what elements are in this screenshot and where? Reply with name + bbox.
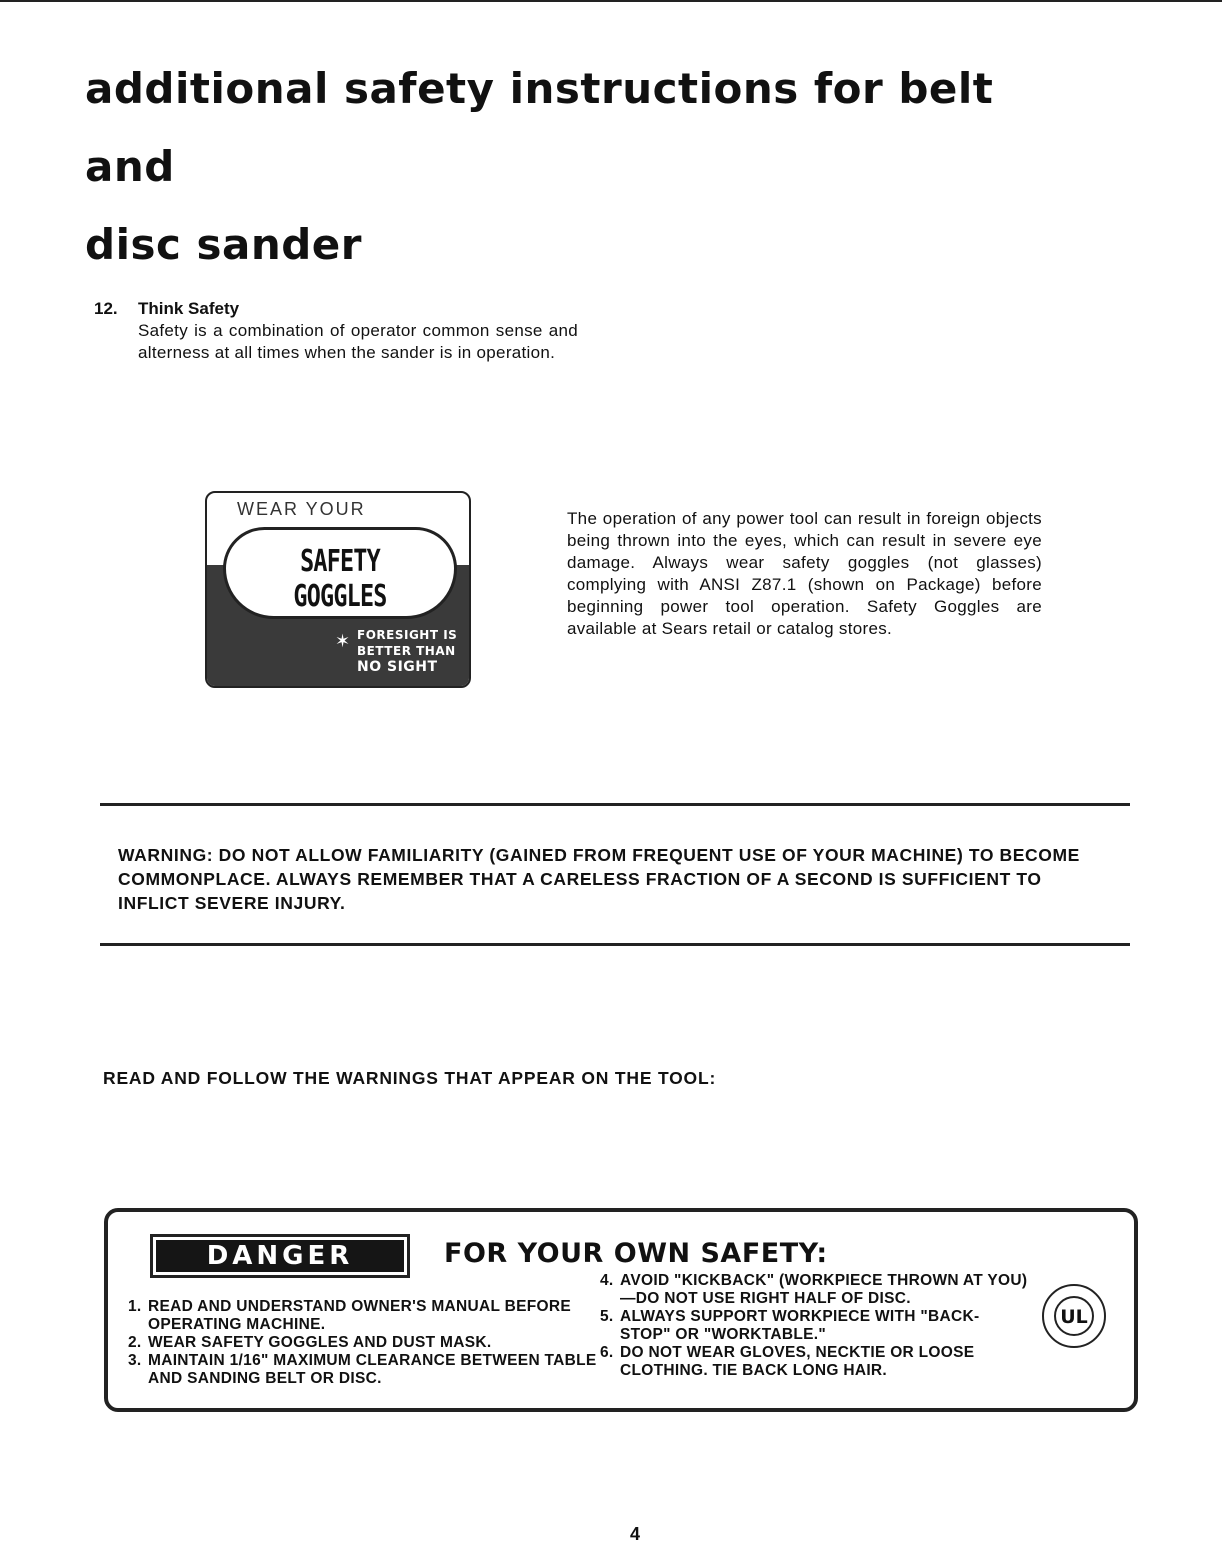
safety-goggles-badge [205, 491, 471, 688]
danger-list-right [600, 1272, 1030, 1380]
star-burst-icon: ✶ [335, 631, 351, 651]
section-heading: Think Safety [138, 299, 240, 318]
danger-heading: FOR YOUR OWN SAFETY: [444, 1238, 828, 1269]
list-item: 6. DO NOT WEAR GLOVES, NECKTIE OR LOOSE CLOTHING. TIE BACK LONG HAIR. [600, 1344, 975, 1379]
page-title [85, 50, 1085, 284]
danger-badge [150, 1234, 410, 1278]
section-number: 12. [94, 299, 118, 318]
safety-goggles-text: SAFETY GOGGLES [293, 544, 387, 614]
danger-badge-text: DANGER [156, 1240, 404, 1272]
wear-your-label: WEAR YOUR [237, 499, 366, 519]
page-number: 4 [630, 1524, 641, 1544]
foresight-line-3: NO SIGHT [357, 659, 438, 675]
goggles-paragraph: The operation of any power tool can result in foreign objects being thrown into the eyes, which can result in severe eye damage. Always wear safety goggles (not glasses) complying with ANSI Z87.1 (shown on Package) before beginning power tool operation. Safety Goggles are available at Sears retail or catalog stores. [567, 509, 1042, 638]
danger-list-left [128, 1298, 598, 1388]
danger-label-box [104, 1208, 1138, 1412]
read-follow-heading: READ AND FOLLOW THE WARNINGS THAT APPEAR ON THE TOOL: [103, 1068, 717, 1088]
section-think-safety [94, 298, 594, 364]
foresight-line-2: BETTER THAN [357, 644, 456, 658]
title-line-2: disc sander [85, 220, 362, 269]
foresight-slogan [357, 627, 467, 675]
list-item: 5. ALWAYS SUPPORT WORKPIECE WITH "BACK-STOP" OR "WORKTABLE." [600, 1308, 980, 1343]
top-border-rule [0, 0, 1222, 2]
list-item: 1. READ AND UNDERSTAND OWNER'S MANUAL BEFORE OPERATING MACHINE. [128, 1298, 572, 1333]
title-line-1: additional safety instructions for belt and [85, 64, 994, 191]
goggles-icon [223, 527, 457, 619]
foresight-line-1: FORESIGHT IS [357, 628, 458, 642]
ul-mark-text: UL [1060, 1306, 1088, 1328]
divider-bottom [100, 943, 1130, 946]
list-item: 3. MAINTAIN 1/16" MAXIMUM CLEARANCE BETWEEN TABLE AND SANDING BELT OR DISC. [128, 1352, 597, 1387]
list-item: 2. WEAR SAFETY GOGGLES AND DUST MASK. [128, 1334, 492, 1351]
divider-top [100, 803, 1130, 806]
warning-text: WARNING: DO NOT ALLOW FAMILIARITY (GAINED FROM FREQUENT USE OF YOUR MACHINE) TO BECOME COMMONPLACE. ALWAYS REMEMBER THAT A CARELESS FRACTION OF A SECOND IS SUFFICIENT TO INFLICT SEVERE INJURY. [118, 845, 1080, 913]
list-item: 4. AVOID "KICKBACK" (WORKPIECE THROWN AT YOU)—DO NOT USE RIGHT HALF OF DISC. [600, 1272, 1028, 1307]
section-body: Safety is a combination of operator common sense and alterness at all times when the sander is in operation. [138, 321, 578, 362]
ul-listed-logo-icon [1040, 1282, 1108, 1350]
